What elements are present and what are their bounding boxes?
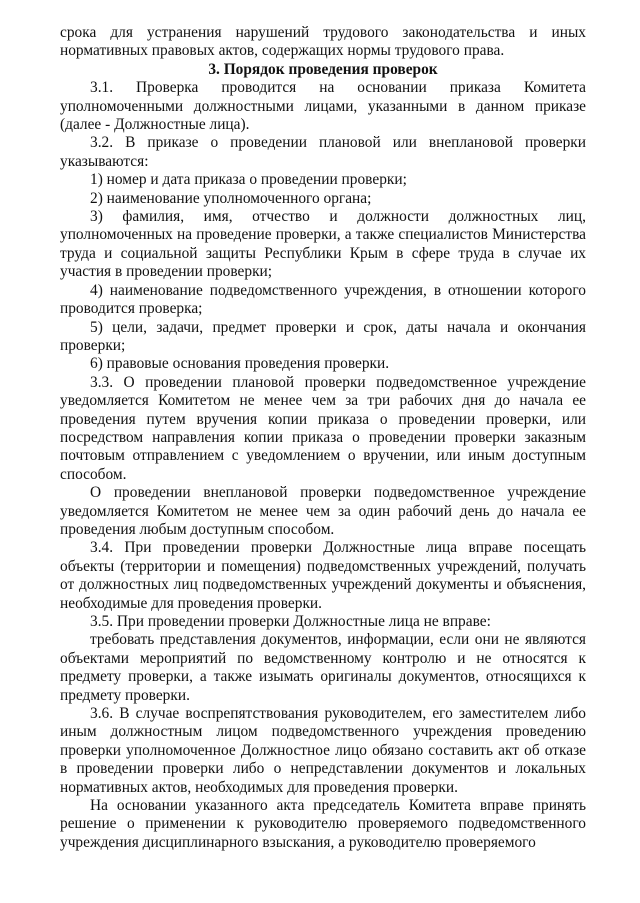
paragraph-3-3: 3.3. О проведении плановой проверки подведомственное учреждение уведомляется Комитетом не менее чем за три рабочих дня до начала ее проведения путем вручения копии приказа о проведении проверки, или посредством направления копии приказа о проведении проверки заказным почтовым отправлением с уведомлением о вручении, или иным доступным способом.: [60, 373, 586, 483]
paragraph-3-4: 3.4. При проведении проверки Должностные лица вправе посещать объекты (территории и помещения) подведомственных учреждений, получать от должностных лиц подведомственных учреждений документы и объяснения, необходимые для проведения проверки.: [60, 539, 586, 612]
paragraph-3-1: 3.1. Проверка проводится на основании приказа Комитета уполномоченными должностными лицами, указанными в данном приказе (далее - Должностные лица).: [60, 79, 586, 134]
paragraph-act-basis: На основании указанного акта председатель Комитета вправе принять решение о применении к руководителю проверяемого подведомственного учреждения дисциплинарного взыскания, а руководителю проверяемого: [60, 797, 586, 851]
section-heading: 3. Порядок проведения проверок: [208, 60, 438, 78]
paragraph-unplanned-notice: О проведении внеплановой проверки подведомственное учреждение уведомляется Комитетом не менее чем за один рабочий день до начала ее проведения любым доступным способом.: [60, 484, 586, 538]
paragraph-3-2: 3.2. В приказе о проведении плановой или внеплановой проверки указываются:: [60, 134, 586, 170]
list-item-4: 4) наименование подведомственного учреждения, в отношении которого проводится проверка;: [60, 281, 586, 318]
paragraph-3-6: 3.6. В случае воспрепятствования руководителем, его заместителем либо иным должностным лицом подведомственного учреждения проведению проверки уполномоченное Должностное лицо обязано составить акт об отказе в проведении проверки либо о непредставлении документов и локальных нормативных актов, необходимых для проведения проверки.: [60, 705, 586, 796]
paragraph-prohibitions: требовать представления документов, информации, если они не являются объектами мероприятий по ведомственному контролю и не относятся к предмету проверки, а также изымать оригиналы документов, относящихся к предмету проверки.: [60, 631, 586, 704]
list-item-1: 1) номер и дата приказа о проведении проверки;: [90, 171, 407, 189]
intro-paragraph: срока для устранения нарушений трудового законодательства и иных нормативных правовых актов, содержащих нормы трудового права.: [60, 24, 586, 60]
document-page: [60, 24, 586, 852]
list-item-3: 3) фамилия, имя, отчество и должности должностных лиц, уполномоченных на проведение проверки, а также специалистов Министерства труда и социальной защиты Республики Крым в сфере труда в случае их участия в проведении проверки;: [60, 208, 586, 281]
list-item-6: 6) правовые основания проведения проверки.: [90, 355, 390, 373]
list-item-5: 5) цели, задачи, предмет проверки и срок, даты начала и окончания проверки;: [60, 318, 586, 354]
paragraph-3-5: 3.5. При проведении проверки Должностные лица не вправе:: [90, 613, 491, 630]
list-item-2: 2) наименование уполномоченного органа;: [90, 189, 372, 207]
